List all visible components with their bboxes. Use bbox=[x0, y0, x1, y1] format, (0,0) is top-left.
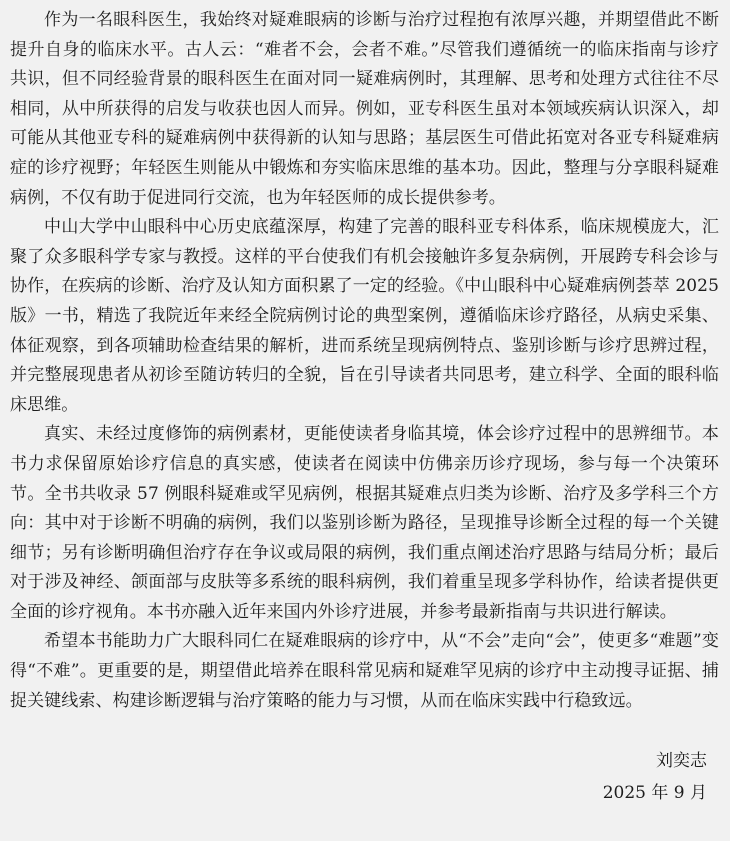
preface-date: 2025 年 9 月 bbox=[602, 782, 707, 803]
preface-paragraph-4: 希望本书能助力广大眼科同仁在疑难眼病的诊疗中，从“不会”走向“会”，使更多“难题”变得“不难”。更重要的是，期望借此培养在眼科常见病和疑难罕见病的诊疗中主动搜寻证据、捕捉关键线索、构建诊断逻辑与治疗策略的能力与习惯，从而在临床实践中行稳致远。 bbox=[10, 631, 719, 711]
preface-paragraph-3: 真实、未经过度修饰的病例素材，更能使读者身临其境，体会诊疗过程中的思辨细节。本书力求保留原始诊疗信息的真实感，使读者在阅读中仿佛亲历诊疗现场，参与每一个决策环节。全书共收录 57 例眼科疑难或罕见病例，根据其疑难点归类为诊断、治疗及多学科三个方向：其中对于诊断不明确的病例，我们以鉴别诊断为路径，呈现推导诊断全过程的每一个关键细节；另有诊断明确但治疗存在争议或局限的病例，我们重点阐述治疗思路与结局分析；最后对于涉及神经、颌面部与皮肤等多系统的眼科病例，我们着重呈现多学科协作，给读者提供更全面的诊疗视角。本书亦融入近年来国内外诊疗进展，并参考最新指南与共识进行解读。 bbox=[10, 424, 719, 622]
preface-paragraph-2: 中山大学中山眼科中心历史底蕴深厚，构建了完善的眼科亚专科体系，临床规模庞大，汇聚了众多眼科学专家与教授。这样的平台使我们有机会接触许多复杂病例，开展跨专科会诊与协作，在疾病的诊断、治疗及认知方面积累了一定的经验。《中山眼科中心疑难病例荟萃 2025 版》一书，精选了我院近年来经全院病例讨论的典型案例，遵循临床诊疗路径，从病史采集、体征观察，到各项辅助检查结果的解析，进而系统呈现病例特点、鉴别诊断与诊疗思辨过程，并完整展现患者从初诊至随访转归的全貌，旨在引导读者共同思考，建立科学、全面的眼科临床思维。 bbox=[10, 217, 719, 415]
author-signature: 刘奕志 bbox=[656, 751, 707, 772]
preface-paragraph-1: 作为一名眼科医生，我始终对疑难眼病的诊断与治疗过程抱有浓厚兴趣，并期望借此不断提升自身的临床水平。古人云：“难者不会，会者不难。”尽管我们遵循统一的临床指南与诊疗共识，但不同经验背景的眼科医生在面对同一疑难病例时，其理解、思考和处理方式往往不尽相同，从中所获得的启发与收获也因人而异。例如，亚专科医生虽对本领域疾病认识深入，却可能从其他亚专科的疑难病例中获得新的认知与思路；基层医生可借此拓宽对各亚专科疑难病症的诊疗视野；年轻医生则能从中锻炼和夯实临床思维的基本功。因此，整理与分享眼科疑难病例，不仅有助于促进同行交流，也为年轻医师的成长提供参考。 bbox=[10, 10, 719, 208]
